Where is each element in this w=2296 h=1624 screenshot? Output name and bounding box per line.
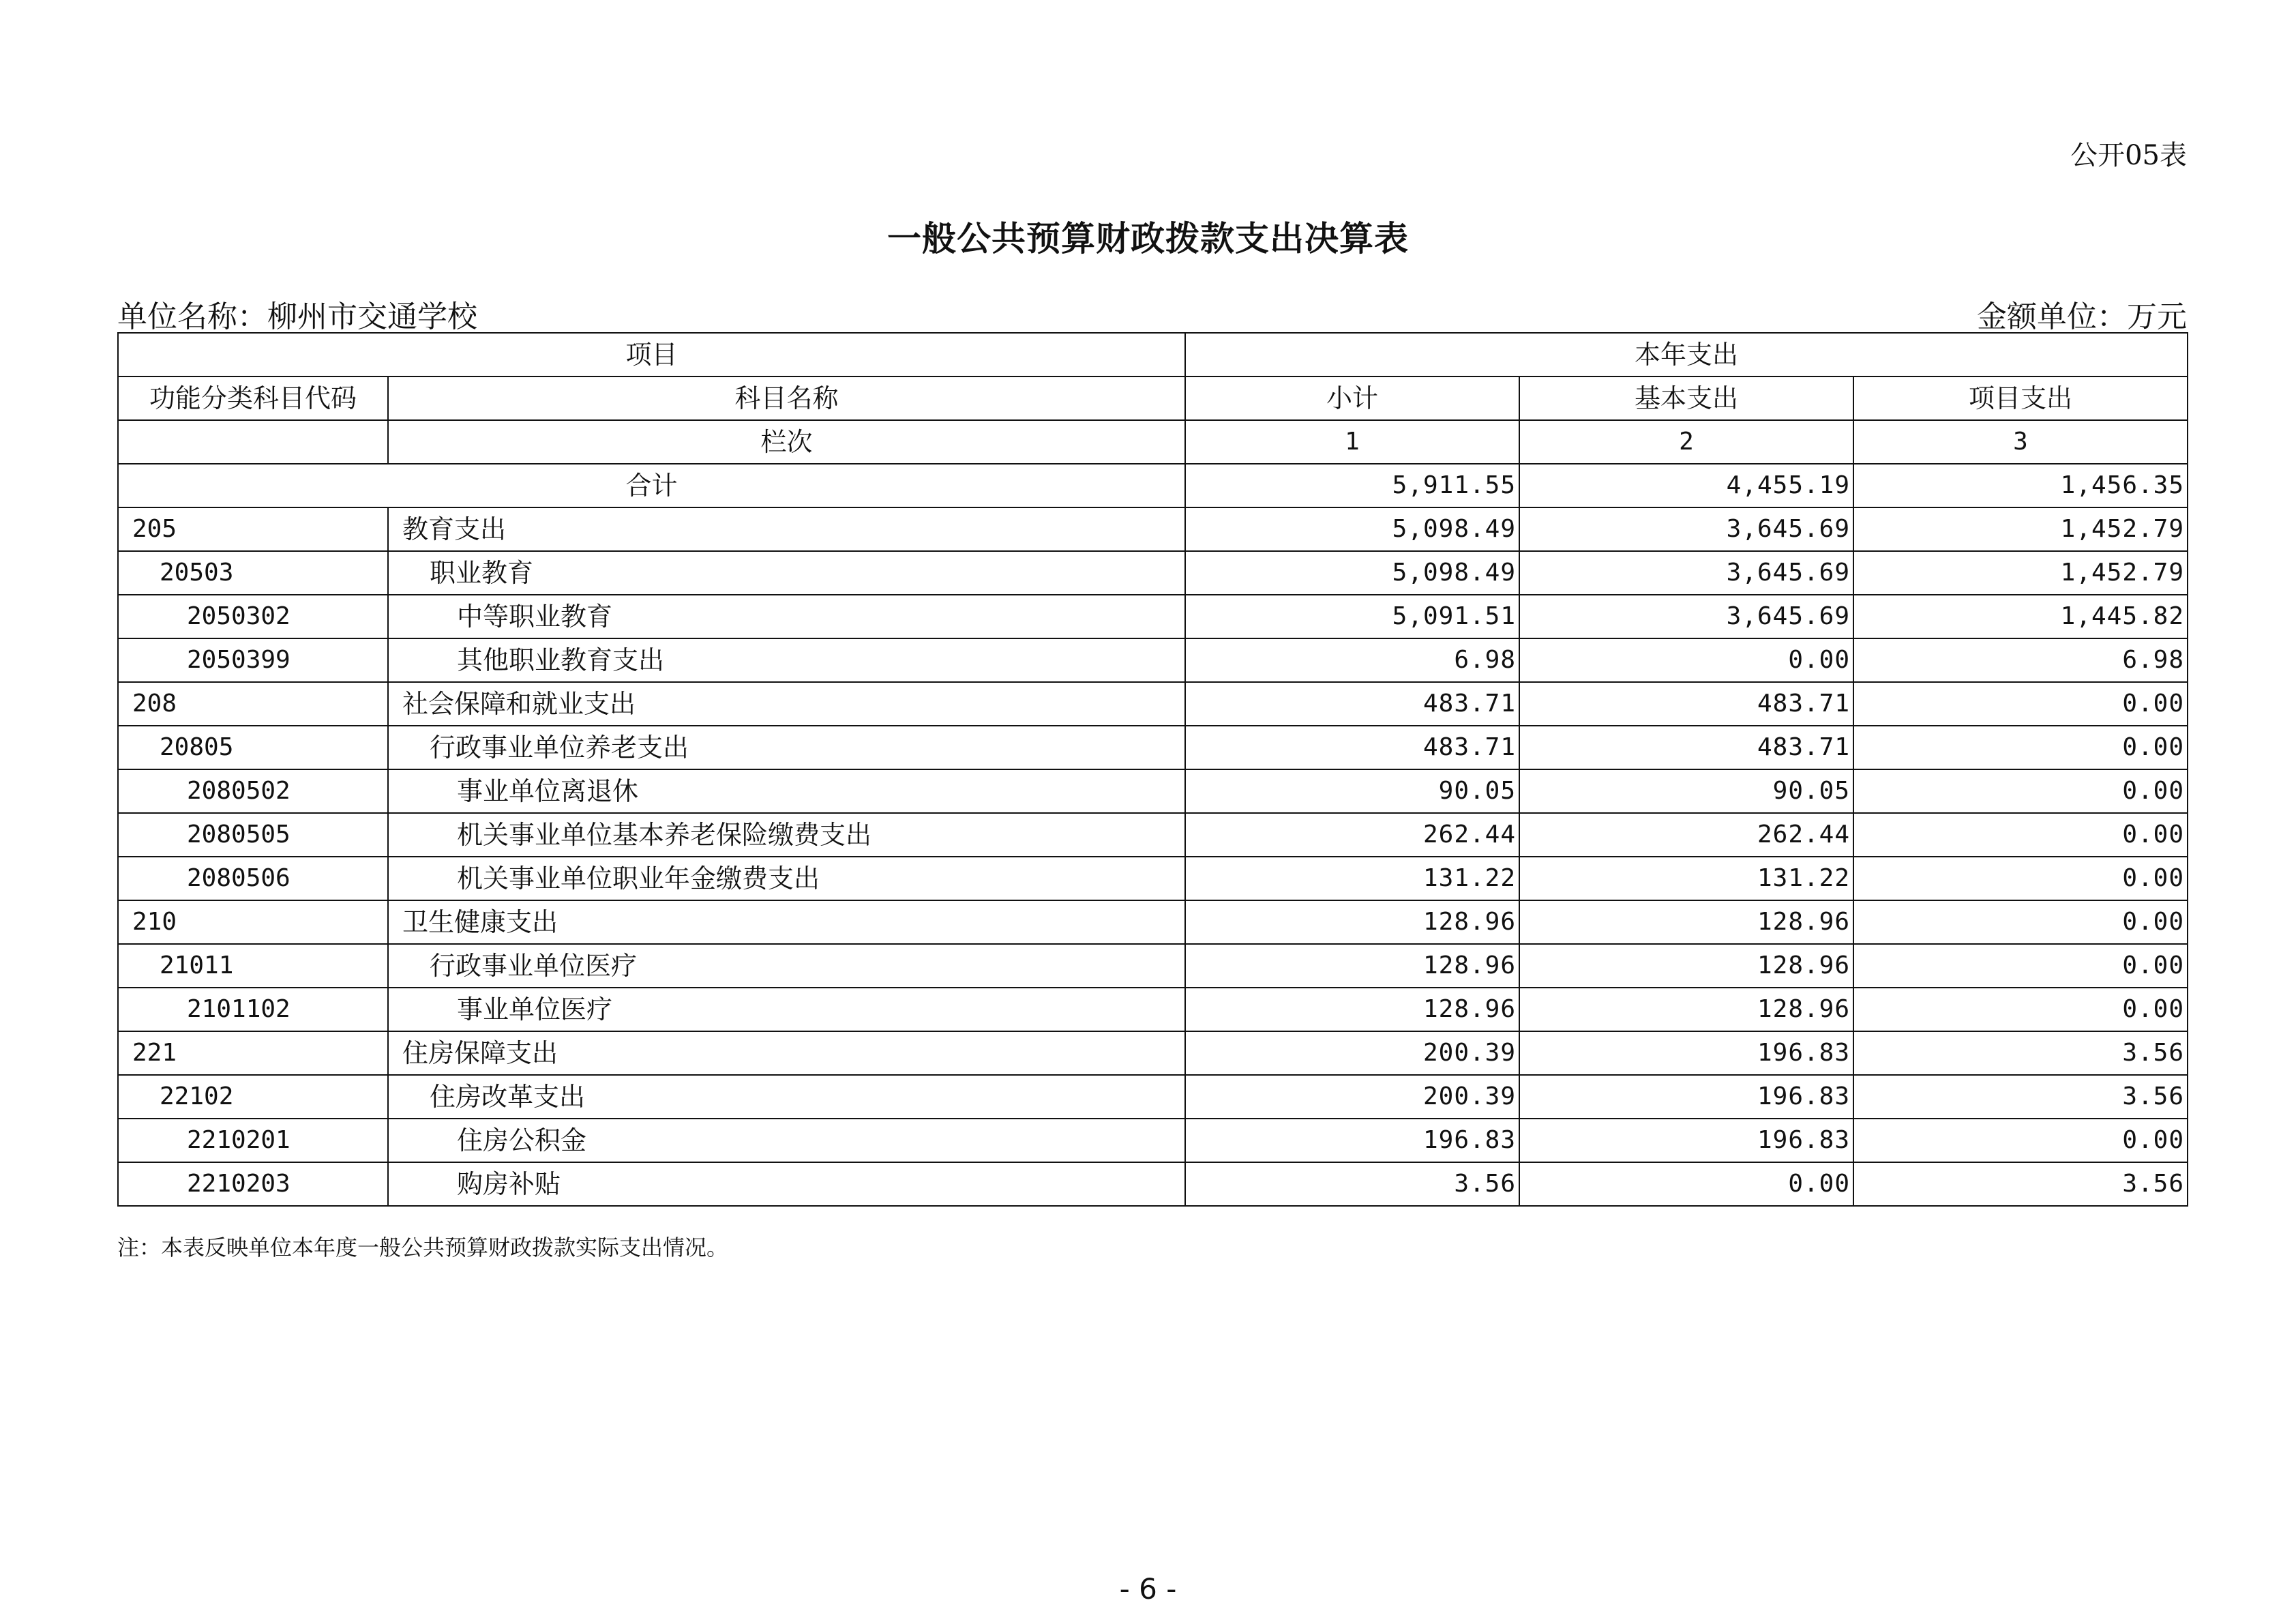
- row-basic: 0.00: [1519, 638, 1853, 682]
- row-project: 1,445.82: [1853, 595, 2188, 638]
- amount-unit: 金额单位：万元: [1977, 299, 2187, 334]
- row-project: 0.00: [1853, 944, 2188, 988]
- page-number: - 6 -: [1119, 1572, 1177, 1606]
- table-row: [118, 726, 2188, 769]
- table-row: [118, 551, 2188, 595]
- table-row: [118, 769, 2188, 813]
- row-basic: 3,645.69: [1519, 507, 1853, 551]
- table-row: [118, 988, 2188, 1031]
- row-name: 职业教育: [388, 551, 1185, 595]
- row-subtotal: 128.96: [1185, 900, 1519, 944]
- header-project: 项目: [118, 333, 1185, 377]
- row-name: 教育支出: [388, 507, 1185, 551]
- row-basic: 0.00: [1519, 1162, 1853, 1206]
- row-subtotal: 200.39: [1185, 1075, 1519, 1119]
- row-subtotal: 483.71: [1185, 682, 1519, 726]
- row-code: 2080502: [118, 769, 388, 813]
- row-basic: 131.22: [1519, 857, 1853, 900]
- expenditure-table: [117, 332, 2188, 1207]
- row-subtotal: 6.98: [1185, 638, 1519, 682]
- header-current-year: 本年支出: [1185, 333, 2188, 377]
- row-basic: 262.44: [1519, 813, 1853, 857]
- row-project: 0.00: [1853, 682, 2188, 726]
- row-subtotal: 5,098.49: [1185, 507, 1519, 551]
- row-code: 21011: [118, 944, 388, 988]
- row-subtotal: 196.83: [1185, 1119, 1519, 1162]
- header-subtotal: 小计: [1185, 377, 1519, 420]
- header-row-3: [118, 420, 2188, 464]
- table-row: [118, 813, 2188, 857]
- header-column-order: 栏次: [388, 420, 1185, 464]
- total-label: 合计: [118, 464, 1185, 507]
- total-subtotal: 5,911.55: [1185, 464, 1519, 507]
- row-project: 0.00: [1853, 1119, 2188, 1162]
- row-basic: 3,645.69: [1519, 551, 1853, 595]
- form-number: 公开05表: [2070, 140, 2187, 171]
- row-code: 221: [118, 1031, 388, 1075]
- table-row: [118, 1075, 2188, 1119]
- row-name: 住房改革支出: [388, 1075, 1185, 1119]
- row-name: 住房公积金: [388, 1119, 1185, 1162]
- header-name: 科目名称: [388, 377, 1185, 420]
- row-name: 机关事业单位基本养老保险缴费支出: [388, 813, 1185, 857]
- row-code: 2080506: [118, 857, 388, 900]
- table-row: [118, 944, 2188, 988]
- table-body: [118, 507, 2188, 1206]
- table-row: [118, 638, 2188, 682]
- row-name: 行政事业单位医疗: [388, 944, 1185, 988]
- header-col-2: 2: [1519, 420, 1853, 464]
- row-basic: 196.83: [1519, 1119, 1853, 1162]
- table-note: 注：本表反映单位本年度一般公共预算财政拨款实际支出情况。: [117, 1235, 729, 1260]
- header-basic: 基本支出: [1519, 377, 1853, 420]
- row-basic: 483.71: [1519, 726, 1853, 769]
- row-basic: 483.71: [1519, 682, 1853, 726]
- row-project: 1,452.79: [1853, 551, 2188, 595]
- total-project: 1,456.35: [1853, 464, 2188, 507]
- row-name: 事业单位离退休: [388, 769, 1185, 813]
- row-project: 0.00: [1853, 857, 2188, 900]
- row-subtotal: 3.56: [1185, 1162, 1519, 1206]
- row-subtotal: 131.22: [1185, 857, 1519, 900]
- row-name: 事业单位医疗: [388, 988, 1185, 1031]
- total-basic: 4,455.19: [1519, 464, 1853, 507]
- header-empty-cell: [118, 420, 388, 464]
- row-name: 住房保障支出: [388, 1031, 1185, 1075]
- row-code: 22102: [118, 1075, 388, 1119]
- table-row: [118, 1031, 2188, 1075]
- table-row: [118, 682, 2188, 726]
- table-row: [118, 900, 2188, 944]
- table-row: [118, 1119, 2188, 1162]
- row-name: 机关事业单位职业年金缴费支出: [388, 857, 1185, 900]
- row-project: 3.56: [1853, 1075, 2188, 1119]
- row-basic: 128.96: [1519, 944, 1853, 988]
- row-subtotal: 90.05: [1185, 769, 1519, 813]
- row-subtotal: 128.96: [1185, 988, 1519, 1031]
- row-project: 0.00: [1853, 769, 2188, 813]
- row-name: 社会保障和就业支出: [388, 682, 1185, 726]
- row-name: 行政事业单位养老支出: [388, 726, 1185, 769]
- row-code: 208: [118, 682, 388, 726]
- row-project: 0.00: [1853, 900, 2188, 944]
- row-project: 6.98: [1853, 638, 2188, 682]
- table-row: [118, 1162, 2188, 1206]
- table-row: [118, 507, 2188, 551]
- header-col-3: 3: [1853, 420, 2188, 464]
- row-subtotal: 200.39: [1185, 1031, 1519, 1075]
- row-code: 2210203: [118, 1162, 388, 1206]
- row-name: 其他职业教育支出: [388, 638, 1185, 682]
- row-code: 2210201: [118, 1119, 388, 1162]
- table-row: [118, 595, 2188, 638]
- row-code: 20805: [118, 726, 388, 769]
- row-project: 0.00: [1853, 813, 2188, 857]
- row-subtotal: 5,091.51: [1185, 595, 1519, 638]
- row-basic: 128.96: [1519, 900, 1853, 944]
- row-name: 购房补贴: [388, 1162, 1185, 1206]
- row-basic: 90.05: [1519, 769, 1853, 813]
- header-code: 功能分类科目代码: [118, 377, 388, 420]
- row-code: 2080505: [118, 813, 388, 857]
- row-name: 中等职业教育: [388, 595, 1185, 638]
- row-code: 2101102: [118, 988, 388, 1031]
- header-row-1: [118, 333, 2188, 377]
- row-code: 20503: [118, 551, 388, 595]
- row-name: 卫生健康支出: [388, 900, 1185, 944]
- row-project: 1,452.79: [1853, 507, 2188, 551]
- table-row: [118, 857, 2188, 900]
- total-row: [118, 464, 2188, 507]
- row-code: 2050399: [118, 638, 388, 682]
- row-basic: 196.83: [1519, 1075, 1853, 1119]
- row-project: 3.56: [1853, 1162, 2188, 1206]
- row-code: 210: [118, 900, 388, 944]
- row-subtotal: 128.96: [1185, 944, 1519, 988]
- header-row-2: [118, 377, 2188, 420]
- row-subtotal: 262.44: [1185, 813, 1519, 857]
- header-project-expenditure: 项目支出: [1853, 377, 2188, 420]
- row-code: 205: [118, 507, 388, 551]
- row-code: 2050302: [118, 595, 388, 638]
- row-subtotal: 5,098.49: [1185, 551, 1519, 595]
- row-basic: 128.96: [1519, 988, 1853, 1031]
- unit-name: 单位名称：柳州市交通学校: [117, 299, 477, 334]
- row-basic: 3,645.69: [1519, 595, 1853, 638]
- row-project: 0.00: [1853, 988, 2188, 1031]
- page-title: 一般公共预算财政拨款支出决算表: [887, 218, 1409, 259]
- row-basic: 196.83: [1519, 1031, 1853, 1075]
- header-col-1: 1: [1185, 420, 1519, 464]
- row-project: 3.56: [1853, 1031, 2188, 1075]
- row-subtotal: 483.71: [1185, 726, 1519, 769]
- row-project: 0.00: [1853, 726, 2188, 769]
